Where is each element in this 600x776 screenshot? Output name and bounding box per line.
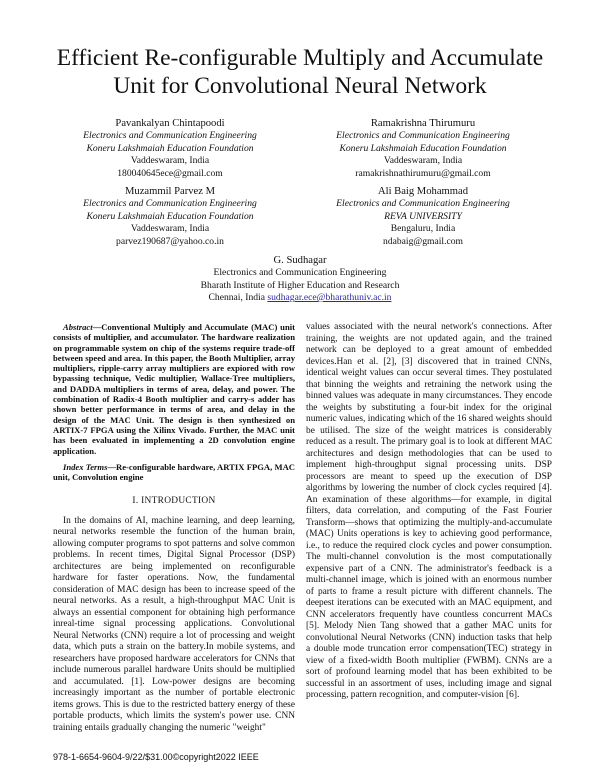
author-org: Koneru Lakshmaiah Education Foundation — [86, 210, 254, 222]
author-email: ndabaig@gmail.com — [383, 235, 463, 247]
abstract-text: —Conventional Multiply and Accumulate (MAC) unit consists of multiplier, and accumulator. The hardware realization on programmable system on chip of the systems require trade-off between speed and area. In this paper, the Booth Multiplier, array multipliers, ripple-carry array multipliers are expiored with row bypassing technique, Vedic multiplier, Wallace-Tree multipliers, and DADDA multipliers in terms of area, delay, and power. The combination of Radix-4 Booth multiplier and carry-s adder has shown better performance in terms of area, and delay in the design of the MAC Unit. The design is then synthesized on ARTIX-7 FPGA using the Xilinx Vivado. Further, the MAC unit has been evaluated in implementing a 2D convolution engine application. — [53, 322, 295, 456]
right-column — [306, 322, 552, 702]
author-dept: Electronics and Communication Engineering — [83, 130, 257, 141]
author-email: ramakrishnathirumuru@gmail.com — [355, 167, 491, 179]
author-dept: Electronics and Communication Engineering — [336, 130, 510, 141]
author-email: 180040645ece@gmail.com — [117, 167, 223, 179]
author-city: Bengaluru, India — [390, 223, 456, 235]
author-block-5 — [150, 254, 450, 305]
copyright-footer: 978-1-6654-9604-9/22/$31.00©copyright2022 IEEE — [53, 752, 259, 762]
section-heading: I. INTRODUCTION — [132, 496, 216, 507]
title-line-1: Efficient Re-configurable Multiply and Accumulate — [56, 45, 544, 71]
author-city: Vaddeswaram, India — [383, 155, 463, 167]
author-name: Ramakrishna Thirumuru — [370, 118, 476, 129]
author-email: parvez190687@yahoo.co.in — [116, 235, 224, 247]
author-block-1 — [55, 117, 285, 180]
paper-title — [30, 44, 570, 100]
author-org: Bharath Institute of Higher Education and Research — [200, 279, 400, 291]
intro-paragraph-continued: values associated with the neural network's connections. After training, the weights are not updated again, and the trained network can be deployed to a great amount of embedded devices.Han et al. [2], [3] discovered that in trained CNNs, identical weight values can occur several times. They postulated that binning the weights and retraining the network using the binned values was adequate in many circumstances. They encode the weights by substituting a four-bit index for the original numeric values, indicating which of the 16 shared weights should be utilised. The size of the weight matrices is considerably reduced as a result. The primary goal is to look at different MAC architectures and design methodologies that can be used to implement high-throughput signal processing units. DSP processors are meant to speed up the execution of DSP algorithms by lowering the number of clock cycles required [4]. An examination of these algorithms—for example, in digital filters, data correlation, and computing of the Fast Fourier Transform—shows that optimizing the multiply-and-accumulate (MAC) Units operations is key to achieving good performance, i.e., to reduce the required clock cycles and power consumption. The multi-channel convolution is the most computationally expensive part of a CNN. The administrator's feedback is a multi-channel image, which is joined with an enormous number of parts to frame a result picture with different channels. The deepest iterations can be executed with an MAC equipment, and CNN accelerators frequently have countless concurrent MACs [5]. Melody Nien Tang showed that a gather MAC units for convolutional Neural Networks (CNN) induction tasks that help a double mode truncation error compensation(TEC) strategy in view of a fixed-width Booth multiplier (FWBM). CNNs are a sort of profound learning model that has been exhibited to be successful in an assortment of uses, including image and signal processing, pattern recognition, and computer-vision [6]. — [306, 322, 552, 700]
author-city-email — [150, 292, 450, 305]
author-org: Koneru Lakshmaiah Education Foundation — [339, 142, 507, 154]
author-city: Chennai, India — [208, 292, 265, 304]
author-block-3 — [55, 185, 285, 248]
left-column — [53, 322, 295, 734]
author-block-4 — [278, 185, 568, 248]
index-terms — [53, 462, 295, 483]
abstract — [53, 322, 295, 456]
author-name: G. Sudhagar — [273, 255, 327, 266]
index-terms-lead: Index Terms — [63, 461, 108, 472]
author-name: Pavankalyan Chintapoodi — [115, 118, 225, 129]
author-org: REVA UNIVERSITY — [384, 210, 462, 222]
author-dept: Electronics and Communication Engineering — [83, 198, 257, 209]
author-name: Ali Baig Mohammad — [377, 186, 469, 197]
index-terms-text: —Re-configurable hardware, ARTIX FPGA, MAC unit, Convolution engine — [53, 461, 296, 483]
author-org: Koneru Lakshmaiah Education Foundation — [86, 142, 254, 154]
intro-paragraph: In the domains of AI, machine learning, and deep learning, neural networks resemble the function of the human brain, allowing computer programs to spot patterns and solve common problems. In recent times, Digital Signal Processor (DSP) architectures are being implemented on reconfigurable hardware for faster operations. Now, the fundamental consideration of MAC design has been to increase speed of the neural networks. As a result, a high-throughput MAC Unit is always an essential component for obtaining high performance inreal-time signal processing applications. Convolutional Neural Networks (CNN) require a lot of processing and weight data, which puts a strain on the battery.In mobile systems, and researchers have proposed hardware accelerators for CNNs that include numerous parallel hardware Units should be multiplied and accumulated. [1]. Low-power designs are becoming increasingly important as the number of portable electronic items grows. This is due to the restricted battery energy of these portable products, which limits the system's power use. CNN training entails gradually changing the numeric "weight" — [53, 515, 295, 733]
author-dept: Electronics and Communication Engineering — [336, 198, 510, 209]
title-line-2: Unit for Convolutional Neural Network — [113, 73, 487, 99]
author-email-link[interactable]: sudhagar.ece@bharathuniv.ac.in — [267, 292, 392, 304]
author-dept: Electronics and Communication Engineering — [213, 267, 387, 278]
author-city: Vaddeswaram, India — [130, 155, 210, 167]
author-name: Muzammil Parvez M — [124, 186, 216, 197]
author-block-2 — [298, 117, 548, 180]
abstract-lead: Abstract — [63, 322, 93, 332]
author-city: Vaddeswaram, India — [130, 223, 210, 235]
